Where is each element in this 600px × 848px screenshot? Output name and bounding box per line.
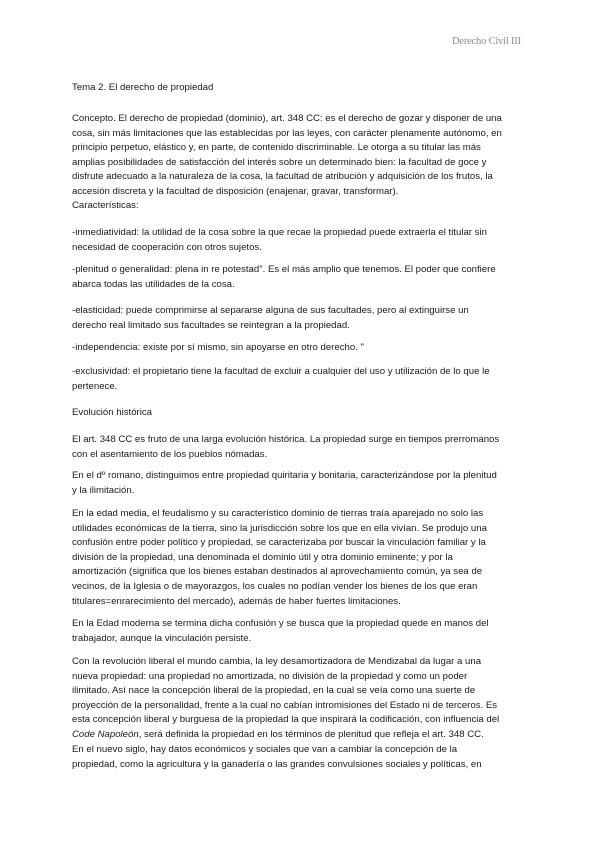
italic-title: Code Napoleón xyxy=(72,728,139,740)
paragraph-title xyxy=(72,81,213,96)
text-line: -inmediatividad: la utilidad de la cosa sobre la que recae la propiedad puede extraerla el titular sin xyxy=(72,227,487,238)
text-line: Características: xyxy=(72,200,139,211)
paragraph-nuevo-siglo xyxy=(72,743,482,772)
paragraph-edad-moderna xyxy=(72,617,489,646)
text-line: Con la revolución liberal el mundo cambia, la ley desamortizadora de Mendizabal da lugar a una xyxy=(72,656,482,667)
paragraph-derecho-romano xyxy=(72,469,497,498)
paragraph-revolucion-liberal xyxy=(72,655,499,743)
text-line: propiedad, como la agricultura y la ganadería o las grandes convulsiones sociales y políticas, en xyxy=(72,758,482,770)
text-line: confusión entre poder político y propiedad, se caracterizaba por buscar la vinculación familiar y la xyxy=(72,537,486,549)
text-line: necesidad de cooperación con otros sujetos. xyxy=(72,241,262,253)
paragraph-caracteristicas xyxy=(72,199,139,214)
text-line: -plenitud o generalidad: plena in re potestad". Es el más amplio que tenemos. El poder que confiere xyxy=(72,264,496,275)
text-line: esta concepción liberal y burguesa de la propiedad la que inspirará la codificación, con influencia del xyxy=(72,714,500,726)
paragraph-elasticidad xyxy=(72,304,469,333)
text-line: nueva propiedad: una propiedad no amortizada, no división de la propiedad y como un poder xyxy=(72,670,468,682)
text-line: Tema 2. El derecho de propiedad xyxy=(72,82,214,93)
text-line: cosa, sin más limitaciones que las establecidas por las leyes, con carácter plenamente autónomo, en xyxy=(72,127,502,139)
text-line: titulares=enrarecimiento del mercado), además de haber fuertes limitaciones. xyxy=(72,595,401,607)
paragraph-art348 xyxy=(72,433,499,462)
paragraph-plenitud xyxy=(72,263,496,292)
paragraph-edad-media xyxy=(72,507,487,609)
paragraph-evolucion-heading xyxy=(72,406,152,421)
text-line: -independencia: existe por sí mismo, sin apoyarse en otro derecho. " xyxy=(72,342,364,353)
text-line: El art. 348 CC es fruto de una larga evolución histórica. La propiedad surge en tiempos prerromanos xyxy=(72,434,500,445)
text-line: vecinos, de la Iglesia o de mayorazgos, los cuales no podían vender los bienes de los que eran xyxy=(72,580,478,592)
text-line: derecho real limitado sus facultades se reintegran a la propiedad. xyxy=(72,319,350,331)
text-line: En el dº romano, distinguimos entre propiedad quiritaria y bonitaria, caracterizándose por la plenitud xyxy=(72,470,497,481)
text-line: trabajador, aunque la vinculación persiste. xyxy=(72,632,252,644)
text-line: abarca todas las utilidades de la cosa. xyxy=(72,278,235,290)
text-line: con el asentamiento de los pueblos nómadas. xyxy=(72,448,268,460)
text-line: división de la propiedad, una denominada el dominio útil y otra dominio eminente; y por la xyxy=(72,551,453,563)
text-line: En la edad media, el feudalismo y su característico dominio de tierras traía aparejado no solo las xyxy=(72,508,484,519)
text-line: Evolución histórica xyxy=(72,407,152,418)
text-line: proyección de la personalidad, frente a la cual no cabían intromisiones del Estado ni de terceros. Es xyxy=(72,699,498,711)
text-line: Concepto. El derecho de propiedad (dominio), art. 348 CC: es el derecho de gozar y disponer de una xyxy=(72,113,502,124)
text-line: amplias posibilidades de satisfacción del interés sobre un determinado bien: la facultad de goce y xyxy=(72,156,487,168)
text-segment: , será definida la propiedad en los términos de plenitud que refleja el art. 348 CC. xyxy=(138,728,484,740)
text-line xyxy=(72,728,499,743)
text-line: ilimitado. Así nace la concepción liberal de la propiedad, en la cual se veía como una suerte de xyxy=(72,685,476,697)
text-line: -elasticidad: puede comprimirse al separarse alguna de sus facultades, pero al extinguirse un xyxy=(72,305,469,316)
text-line: amortización (significa que los bienes estaban destinados al aprovechamiento común, ya sea de xyxy=(72,566,483,578)
paragraph-exclusividad xyxy=(72,365,490,394)
text-line: disfrute adecuado a la naturaleza de la cosa, la facultad de atribución y adquisición de los frutos, la xyxy=(72,171,493,183)
text-line: En el nuevo siglo, hay datos económicos y sociales que van a cambiar la concepción de la xyxy=(72,744,458,755)
text-line: pertenece. xyxy=(72,380,118,392)
text-line: utilidades económicas de la tierra, sino la jurisdicción sobre los que en ella vivían. Se produjo una xyxy=(72,522,487,534)
text-line: y la ilimitación. xyxy=(72,484,135,496)
text-line: En la Edad moderna se termina dicha confusión y se busca que la propiedad quede en manos del xyxy=(72,618,489,629)
running-header: Derecho Civil III xyxy=(452,36,521,47)
text-line: principio perpetuo, elástico y, en parte, de contenido discriminable. Le otorga a su titular las más xyxy=(72,142,481,154)
paragraph-inmediatividad xyxy=(72,226,487,255)
text-line: -exclusividad: el propietario tiene la facultad de excluir a cualquier del uso y utilización de lo que le xyxy=(72,366,490,377)
paragraph-concepto xyxy=(72,112,502,200)
paragraph-independencia xyxy=(72,341,364,356)
text-line: accesión discreta y la facultad de disposición (enajenar, gravar, transformar). xyxy=(72,185,399,197)
